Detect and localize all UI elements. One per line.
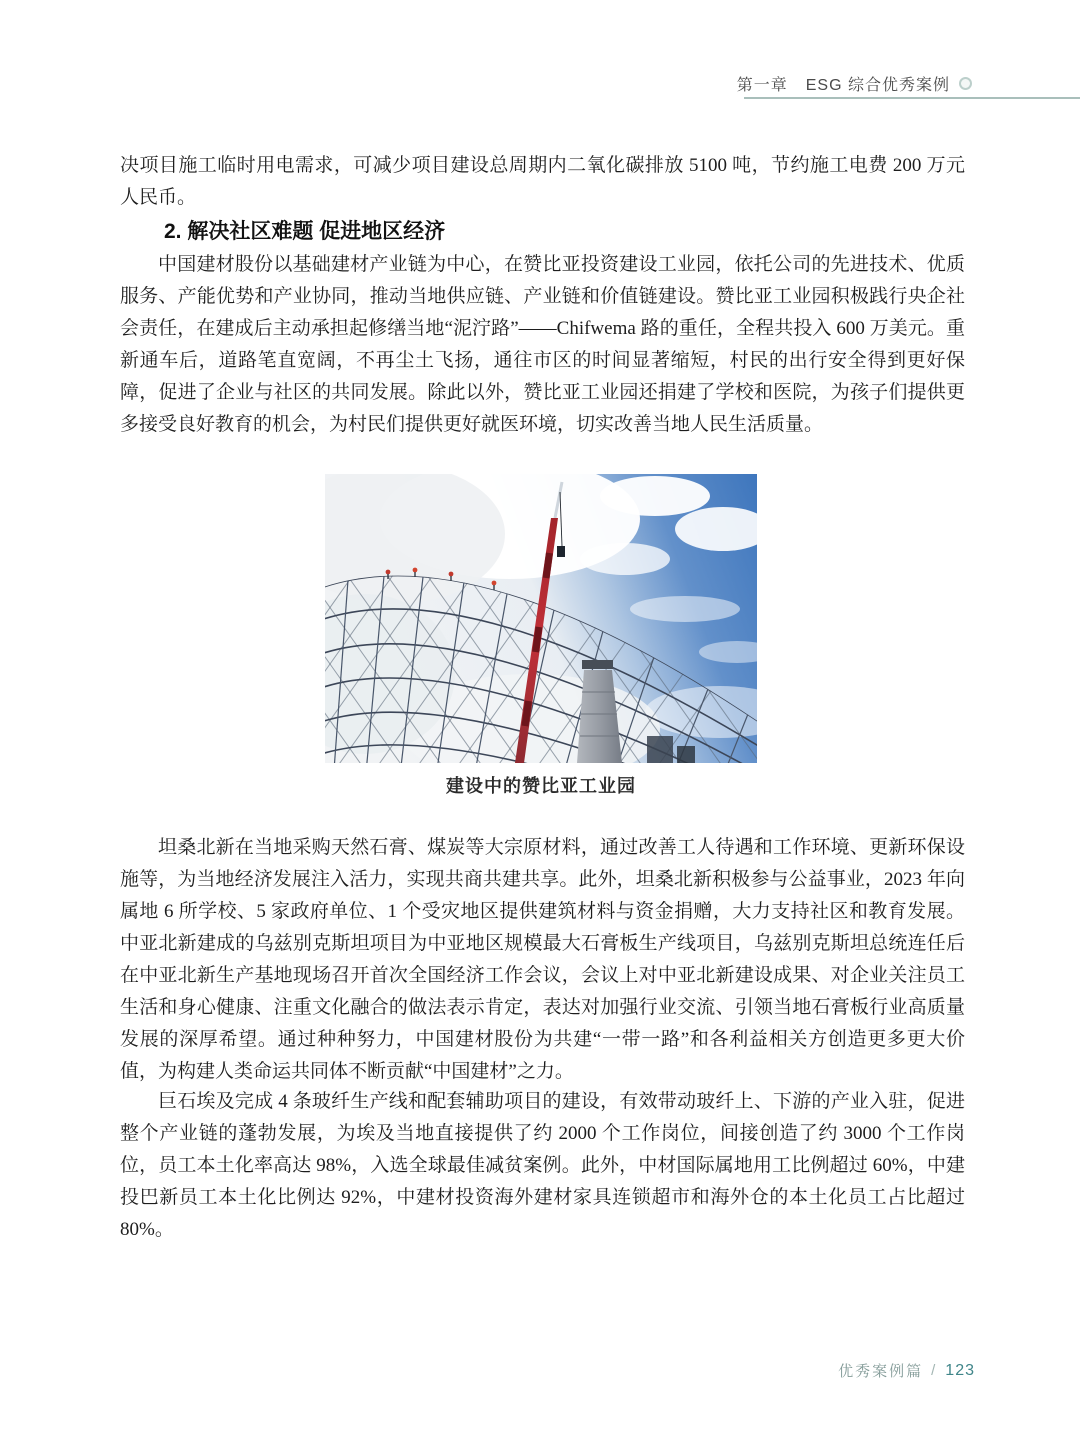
construction-photo: [325, 474, 757, 763]
figure-caption: 建设中的赞比亚工业园: [446, 776, 636, 796]
page-number: 123: [945, 1361, 975, 1379]
paragraph-tanzania-uzbekistan: 坦桑北新在当地采购天然石膏、煤炭等大宗原材料，通过改善工人待遇和工作环境、更新环保设施等，为当地经济发展注入活力，实现共商共建共享。此外，坦桑北新积极参与公益事业，2023 年向属地 6 所学校、5 家政府单位、1 个受灾地区提供建筑材料与资金捐赠，大力支持社区和教育发展。中亚北新建成的乌兹别克斯坦项目为中亚地区规模最大石膏板生产线项目，乌兹别克斯坦总统连任后在中亚北新生产基地现场召开首次全国经济工作会议，会议上对中亚北新建设成果、对企业关注员工生活和身心健康、注重文化融合的做法表示肯定，表达对加强行业交流、引领当地石膏板行业高质量发展的深厚希望。通过种种努力，中国建材股份为共建“一带一路”和各利益相关方创造更多更大价值，为构建人类命运共同体不断贡献“中国建材”之力。: [120, 837, 965, 1082]
header-rule: [744, 97, 1080, 99]
ring-icon: [959, 77, 972, 90]
chapter-label: 第一章: [736, 77, 788, 94]
figure-zambia-park: [325, 474, 757, 798]
page-footer: [838, 1360, 975, 1381]
footer-separator: /: [931, 1362, 938, 1379]
chapter-title: ESG 综合优秀案例: [805, 77, 950, 94]
construction-photo-graphic: [325, 474, 757, 763]
section-heading: 2. 解决社区难题 促进地区经济: [164, 220, 446, 243]
footer-section-label: 优秀案例篇: [838, 1363, 924, 1380]
paragraph-jushi-egypt: 巨石埃及完成 4 条玻纤生产线和配套辅助项目的建设，有效带动玻纤上、下游的产业入驻，促进整个产业链的蓬勃发展，为埃及当地直接提供了约 2000 个工作岗位，间接创造了约 3000 个工作岗位，员工本土化率高达 98%，入选全球最佳减贫案例。此外，中材国际属地用工比例超过 60%，中建投巴新员工本土化比例达 92%，中建材投资海外建材家具连锁超市和海外仓的本土化员工占比超过 80%。: [120, 1091, 965, 1240]
paragraph-zambia-park: 中国建材股份以基础建材产业链为中心，在赞比亚投资建设工业园，依托公司的先进技术、优质服务、产能优势和产业协同，推动当地供应链、产业链和价值链建设。赞比亚工业园积极践行央企社会责任，在建成后主动承担起修缮当地“泥泞路”——Chifwema 路的重任，全程共投入 600 万美元。重新通车后，道路笔直宽阔，不再尘土飞扬，通往市区的时间显著缩短，村民的出行安全得到更好保障，促进了企业与社区的共同发展。除此以外，赞比亚工业园还捐建了学校和医院，为孩子们提供更多接受良好教育的机会，为村民们提供更好就医环境，切实改善当地人民生活质量。: [120, 254, 965, 435]
page-header: [737, 72, 972, 95]
paragraph-carbon-savings: 决项目施工临时用电需求，可减少项目建设总周期内二氧化碳排放 5100 吨，节约施工电费 200 万元人民币。: [120, 155, 965, 208]
